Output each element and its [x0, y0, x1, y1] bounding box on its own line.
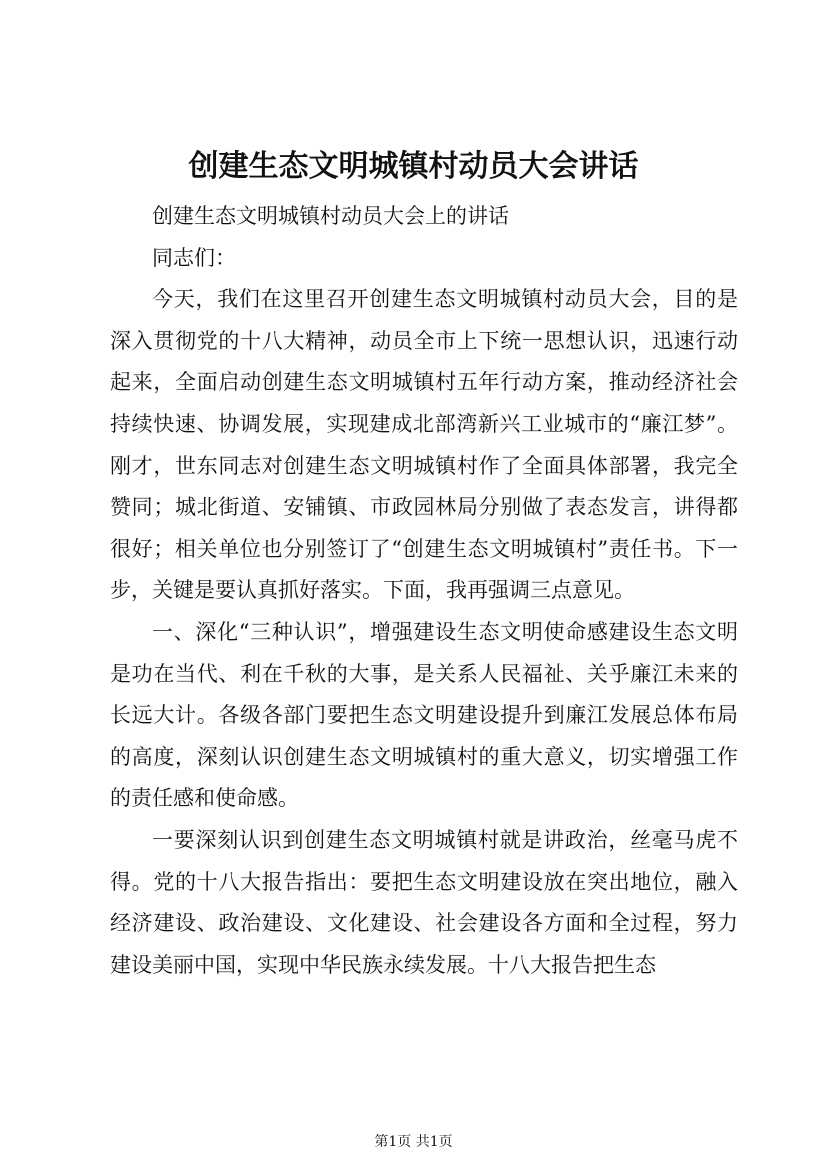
body-paragraph-point-one: 一要深刻认识到创建生态文明城镇村就是讲政治，丝毫马虎不得。党的十八大报告指出：要把生态文明建设放在突出地位，融入经济建设、政治建设、文化建设、社会建设各方面和全过程，努力建设美丽中国，实现中华民族永续发展。十八大报告把生态 — [110, 827, 738, 977]
page-number-footer: 第1页 共1页 — [374, 1134, 453, 1150]
body-paragraph-intro: 今天，我们在这里召开创建生态文明城镇村动员大会，目的是深入贯彻党的十八大精神，动员全市上下统一思想认识，迅速行动起来，全面启动创建生态文明城镇村五年行动方案，推动经济社会持续快速、协调发展，实现建成北部湾新兴工业城市的“廉江梦”。刚才，世东同志对创建生态文明城镇村作了全面具体部署，我完全赞同；城北街道、安铺镇、市政园林局分别做了表态发言，讲得都很好；相关单位也分别签订了“创建生态文明城镇村”责任书。下一步，关键是要认真抓好落实。下面，我再强调三点意见。 — [110, 287, 738, 603]
subtitle-paragraph: 创建生态文明城镇村动员大会上的讲话 — [152, 204, 509, 228]
document-body — [110, 196, 738, 986]
document-title: 创建生态文明城镇村动员大会讲话 — [188, 149, 639, 184]
salutation-paragraph: 同志们： — [152, 245, 236, 270]
body-paragraph-section-one: 一、深化“三种认识”，增强建设生态文明使命感建设生态文明是功在当代、利在千秋的大事，是关系人民福祉、关乎廉江未来的长远大计。各级各部门要把生态文明建设提升到廉江发展总体布局的高度，深刻认识创建生态文明城镇村的重大意义，切实增强工作的责任感和使命感。 — [110, 619, 738, 811]
